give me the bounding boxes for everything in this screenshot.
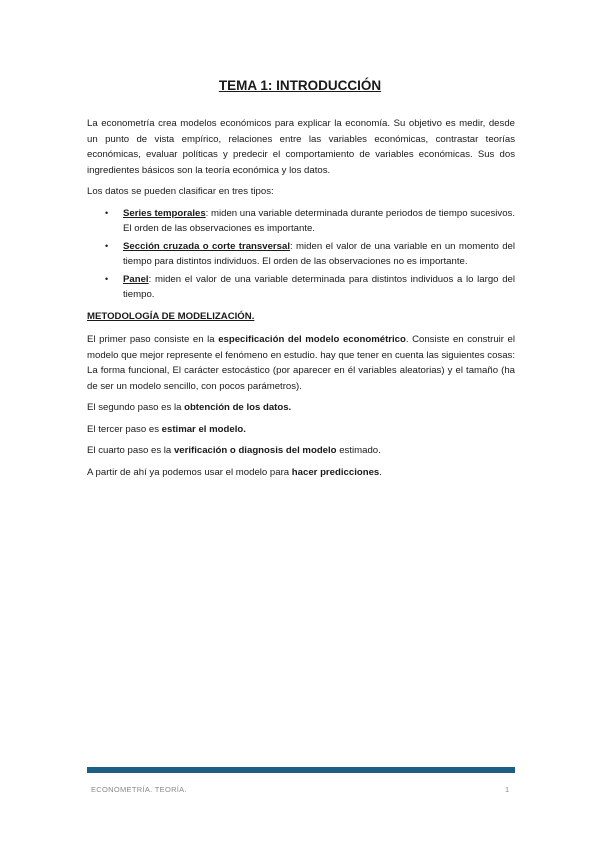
methodology-heading: METODOLOGÍA DE MODELIZACIÓN. bbox=[87, 310, 255, 322]
data-type-description: : miden una variable determinada durante periodos de tiempo sucesivos. El orden de las observaciones es importante. bbox=[123, 207, 515, 234]
step-2-paragraph bbox=[87, 400, 515, 416]
step-4-paragraph bbox=[87, 443, 515, 459]
intro-paragraph: La econometría crea modelos económicos para explicar la economía. Su objetivo es medir, desde un punto de vista empírico, relaciones entre las variables económicas, contrastar teorías económicas, evaluar políticas y predecir el comportamiento de variables económicas. Sus dos ingredientes básicos son la teoría económica y los datos. bbox=[87, 118, 515, 176]
list-item bbox=[87, 272, 515, 303]
step-3-text: El tercer paso es bbox=[87, 423, 162, 435]
footer-course-label: ECONOMETRÍA. TEORÍA. bbox=[91, 785, 187, 794]
step-5-text: A partir de ahí ya podemos usar el modelo para bbox=[87, 466, 292, 478]
bullet-icon: • bbox=[105, 240, 109, 251]
page-number: 1 bbox=[505, 785, 510, 794]
data-type-description: : miden el valor de una variable en un momento del tiempo para distintos individuos. El orden de las observaciones no es importante. bbox=[123, 240, 516, 267]
step-4-text-end: estimado. bbox=[336, 445, 381, 456]
bullet-icon: • bbox=[105, 273, 109, 284]
data-type-term: Sección cruzada o corte transversal bbox=[123, 240, 290, 252]
step-5-emphasis: hacer predicciones bbox=[291, 466, 380, 478]
step-1-emphasis: especificación del modelo econométrico bbox=[218, 334, 406, 345]
list-item bbox=[87, 239, 515, 270]
document-body bbox=[87, 116, 515, 486]
step-3-emphasis: estimar el modelo. bbox=[161, 423, 246, 435]
data-type-description: : miden el valor de una variable determinada para distintos individuos a lo largo del tiempo. bbox=[123, 273, 515, 300]
data-type-term: Series temporales bbox=[123, 207, 206, 219]
classify-intro: Los datos se pueden clasificar en tres tipos: bbox=[87, 186, 274, 197]
list-item bbox=[87, 206, 515, 237]
data-type-term: Panel bbox=[123, 273, 149, 285]
step-4-text: El cuarto paso es la bbox=[87, 445, 174, 456]
step-1-text-end: . Consiste en construir el modelo que mejor represente el fenómeno en estudio. hay que tener en cuenta las siguientes cosas: La forma funcional, El carácter estocástico (por aparecer en él variables aleatorias) y el tamaño (ha de ser un modelo sencillo, con pocos parámetros). bbox=[87, 334, 515, 392]
footer-bar bbox=[87, 767, 515, 773]
step-5-paragraph bbox=[87, 465, 515, 481]
step-3-paragraph bbox=[87, 422, 515, 438]
step-2-text: El segundo paso es la bbox=[87, 402, 185, 413]
document-title: TEMA 1: INTRODUCCIÓN bbox=[218, 78, 382, 93]
step-2-emphasis: obtención de los datos. bbox=[184, 402, 292, 413]
step-1-text: El primer paso consiste en la bbox=[87, 334, 219, 345]
step-1-paragraph bbox=[87, 332, 515, 394]
step-5-text-end: . bbox=[379, 466, 382, 478]
data-types-list bbox=[87, 206, 515, 303]
bullet-icon: • bbox=[105, 207, 109, 218]
step-4-emphasis: verificación o diagnosis del modelo bbox=[173, 445, 337, 456]
